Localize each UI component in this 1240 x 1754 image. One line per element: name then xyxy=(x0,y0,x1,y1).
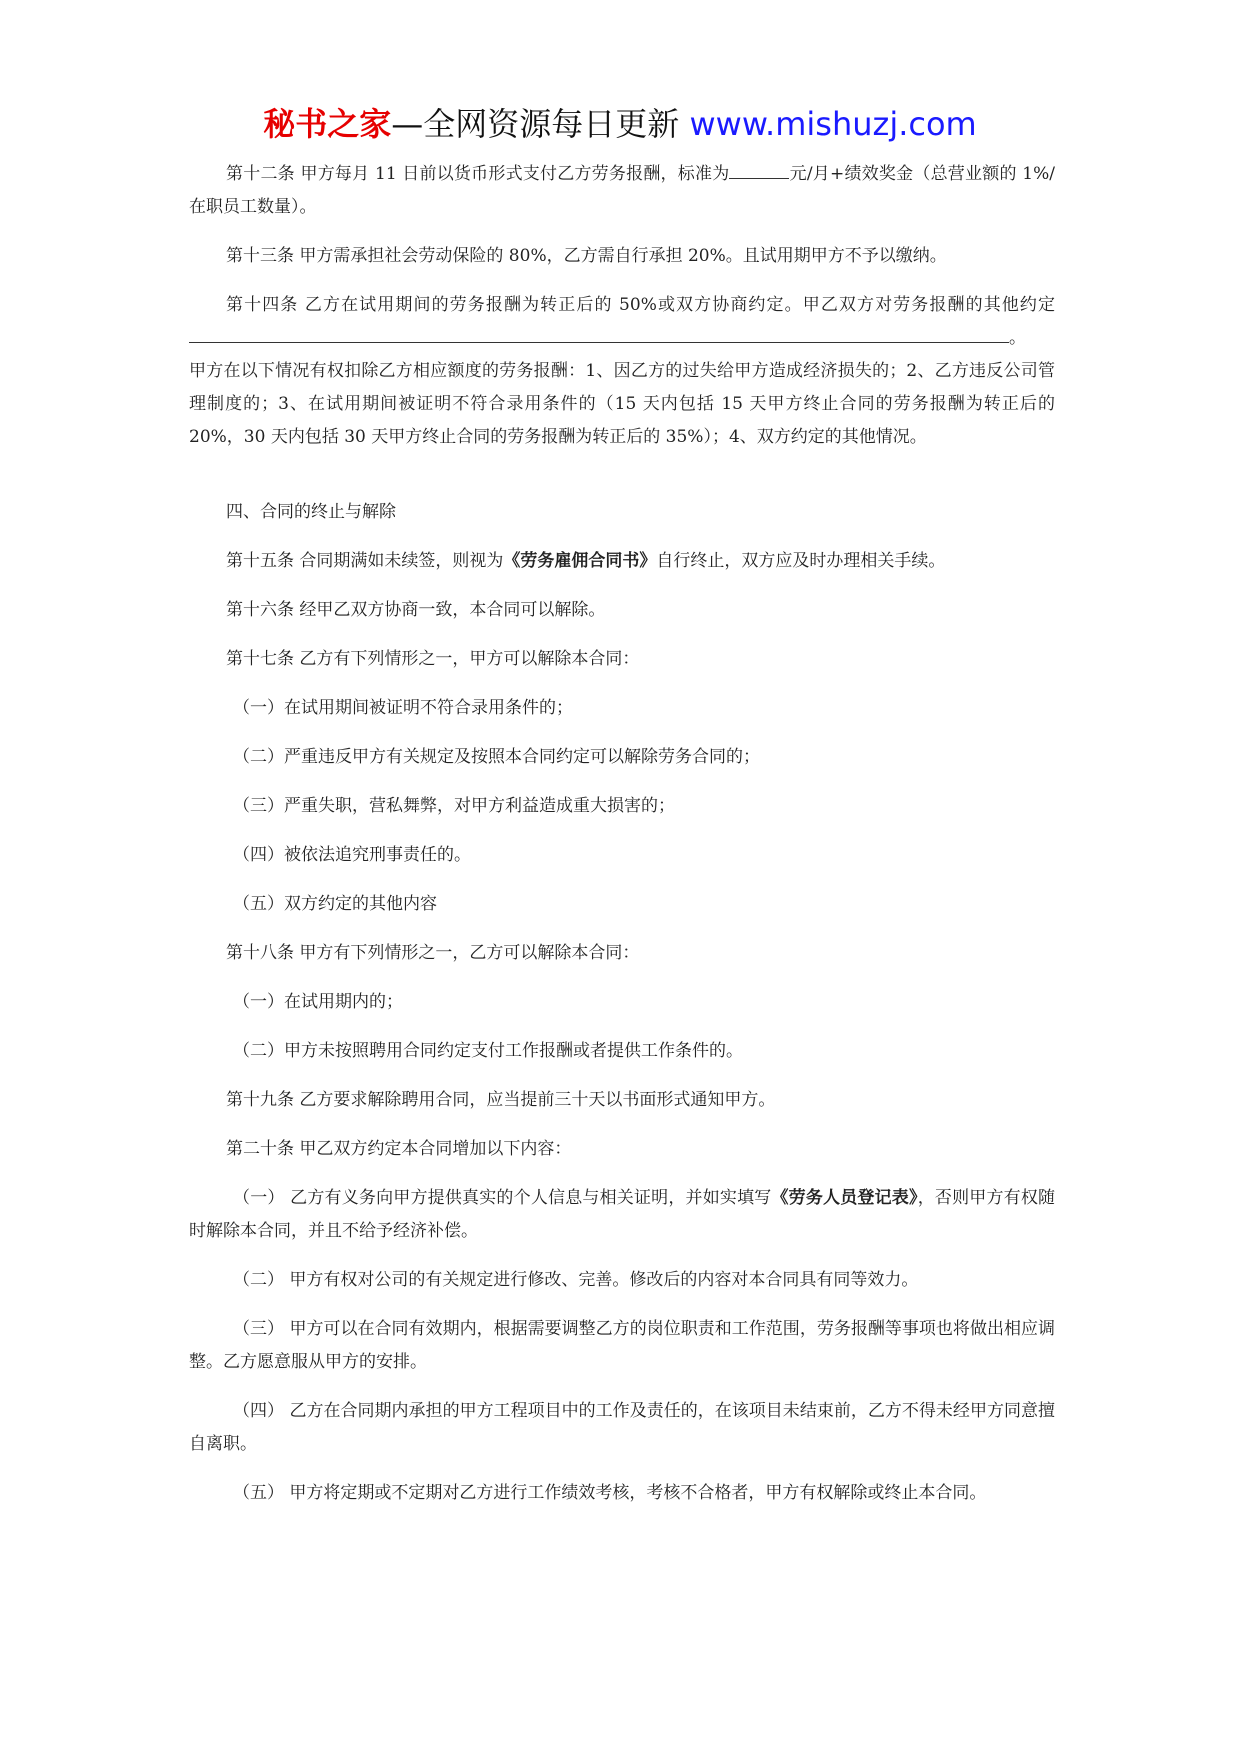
article-17-item: （四）被依法追究刑事责任的。 xyxy=(233,845,471,865)
article-12: 第十二条 甲方每月 11 日前以货币形式支付乙方劳务报酬，标准为 元/月+绩效奖金（总营业额的 1%/在职员工数量）。 xyxy=(189,164,1055,217)
site-header xyxy=(0,101,1240,147)
site-url-link[interactable]: www.mishuzj.com xyxy=(689,105,977,143)
article-20-item: （三） 甲方可以在合同有效期内，根据需要调整乙方的岗位职责和工作范围，劳务报酬等事项也将做出相应调整。乙方愿意服从甲方的安排。 xyxy=(189,1319,1055,1372)
article-19: 第十九条 乙方要求解除聘用合同，应当提前三十天以书面形式通知甲方。 xyxy=(226,1090,776,1110)
article-20: 第二十条 甲乙双方约定本合同增加以下内容： xyxy=(226,1139,572,1159)
article-18: 第十八条 甲方有下列情形之一，乙方可以解除本合同： xyxy=(226,943,640,963)
document-body xyxy=(189,158,1055,1526)
article-18-item: （一）在试用期内的； xyxy=(233,992,403,1012)
article-13: 第十三条 甲方需承担社会劳动保险的 80%，乙方需自行承担 20%。且试用期甲方不予以缴纳。 xyxy=(226,246,947,266)
article-17-item: （五）双方约定的其他内容 xyxy=(233,894,437,914)
article-20-item: （五） 甲方将定期或不定期对乙方进行工作绩效考核，考核不合格者，甲方有权解除或终止本合同。 xyxy=(233,1483,987,1503)
article-20-item: （二） 甲方有权对公司的有关规定进行修改、完善。修改后的内容对本合同具有同等效力。 xyxy=(233,1270,919,1290)
site-tagline: —全网资源每日更新 xyxy=(391,105,690,143)
article-17-item: （三）严重失职，营私舞弊，对甲方利益造成重大损害的； xyxy=(233,796,675,816)
article-17-item: （二）严重违反甲方有关规定及按照本合同约定可以解除劳务合同的； xyxy=(233,747,760,767)
contract-title: 《劳务雇佣合同书》 xyxy=(503,551,657,571)
site-brand: 秘书之家 xyxy=(263,105,392,143)
article-17-item: （一）在试用期间被证明不符合录用条件的； xyxy=(233,698,573,718)
article-14-deductions: 甲方在以下情况有权扣除乙方相应额度的劳务报酬：1、因乙方的过失给甲方造成经济损失的；2、乙方违反公司管理制度的；3、在试用期间被证明不符合录用条件的（15 天内包括 15 天甲方终止合同的劳务报酬为转正后的 20%，30 天内包括 30 天甲方终止合同的劳务报酬为转正后的 35%）；4、双方约定的其他情况。 xyxy=(189,361,1055,447)
article-18-item: （二）甲方未按照聘用合同约定支付工作报酬或者提供工作条件的。 xyxy=(233,1041,743,1061)
article-17: 第十七条 乙方有下列情形之一，甲方可以解除本合同： xyxy=(226,649,640,669)
article-16: 第十六条 经甲乙双方协商一致，本合同可以解除。 xyxy=(226,600,606,620)
form-title: 《劳务人员登记表》 xyxy=(771,1188,918,1208)
article-20-item: （四） 乙方在合同期内承担的甲方工程项目中的工作及责任的，在该项目未结束前，乙方不得未经甲方同意擅自离职。 xyxy=(189,1401,1055,1454)
section-heading: 四、合同的终止与解除 xyxy=(226,502,396,522)
article-14: 第十四条 乙方在试用期间的劳务报酬为转正后的 50%或双方协商约定。甲乙双方对劳务报酬的其他约定。 xyxy=(189,289,1055,355)
article-15: 第十五条 合同期满如未续签，则视为《劳务雇佣合同书》自行终止，双方应及时办理相关手续。 xyxy=(226,551,946,571)
fill-blank xyxy=(189,341,1009,343)
fill-blank xyxy=(729,177,789,179)
article-20-item: （一） 乙方有义务向甲方提供真实的个人信息与相关证明，并如实填写《劳务人员登记表》，否则甲方有权随时解除本合同，并且不给予经济补偿。 xyxy=(189,1188,1056,1241)
